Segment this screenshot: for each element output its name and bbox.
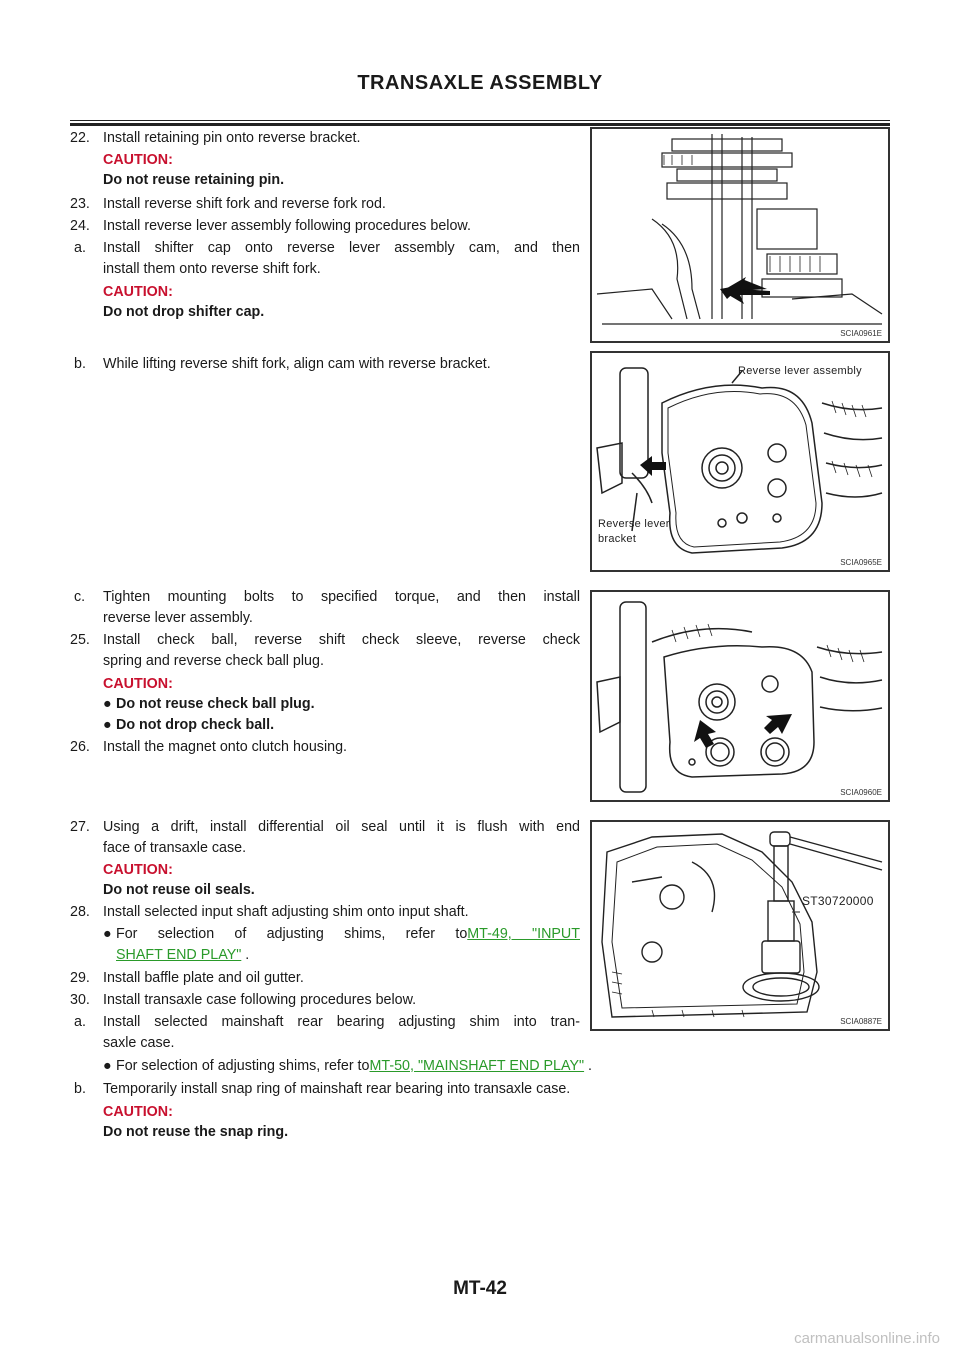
watermark: carmanualsonline.info (794, 1330, 940, 1347)
step-30 (70, 990, 417, 1011)
caution-label: CAUTION: (103, 1104, 173, 1120)
caution-bullet-2 (103, 715, 274, 736)
step-25 (70, 630, 90, 651)
arrow-icon (764, 714, 792, 734)
step-number: 27. (70, 819, 90, 835)
step-23 (70, 194, 386, 215)
figure-code: SCIA0965E (840, 558, 882, 567)
link-mt-49-cont[interactable]: SHAFT END PLAY" (116, 947, 242, 963)
step-24 (70, 216, 471, 237)
figure-code: SCIA0887E (840, 1017, 882, 1026)
bullet-icon: ● (103, 926, 112, 942)
figure-drift-tool (590, 820, 890, 1031)
step-28-bullet (103, 924, 580, 945)
step-text: Install selected input shaft adjusting shim onto input shaft. (103, 904, 469, 920)
step-24c-line2: reverse lever assembly. (103, 610, 253, 626)
caution-bullet-1 (103, 694, 315, 715)
step-26 (70, 737, 347, 758)
bullet-text: Do not reuse check ball plug. (116, 696, 315, 712)
step-28-bullet-cont (116, 945, 249, 966)
step-24a-line2: install them onto reverse shift fork. (103, 261, 321, 277)
step-30b (74, 1079, 86, 1100)
figure-code: SCIA0961E (840, 329, 882, 338)
step-27-line2: face of transaxle case. (103, 840, 247, 856)
step-30a-bullet (103, 1056, 592, 1077)
step-number: 23. (70, 196, 90, 212)
step-text: Install reverse lever assembly following procedures below. (103, 218, 471, 234)
step-30a (74, 1012, 86, 1033)
caution-text: Do not drop shifter cap. (103, 304, 265, 320)
figure-gear-stack (590, 127, 890, 343)
bullet-icon: ● (103, 1058, 112, 1074)
arrow-icon (694, 720, 716, 748)
step-28 (70, 902, 469, 923)
figure-reverse-lever (590, 351, 890, 572)
bullet-text: For selection of adjusting shims, refer to (116, 926, 468, 942)
step-30a-line2: saxle case. (103, 1035, 175, 1051)
reverse-lever-illustration (592, 353, 888, 570)
step-30a-line1: Install selected mainshaft rear bearing adjusting shim into tran- (103, 1014, 580, 1030)
step-24a-line1: Install shifter cap onto reverse lever assembly cam, and then (103, 240, 580, 256)
label-reverse-lever: Reverse lever (598, 518, 670, 530)
step-text: Install retaining pin onto reverse bracket. (103, 130, 361, 146)
step-text: Install reverse shift fork and reverse fork rod. (103, 196, 386, 212)
caution-label: CAUTION: (103, 862, 173, 878)
figure-check-ball (590, 590, 890, 802)
gear-stack-illustration (592, 129, 888, 341)
caution-text: Do not reuse the snap ring. (103, 1124, 289, 1140)
step-number: 30. (70, 992, 90, 1008)
step-24b-text: While lifting reverse shift fork, align cam with reverse bracket. (103, 356, 491, 372)
bullet-text: For selection of adjusting shims, refer to (116, 1058, 370, 1074)
drift-tool-illustration (592, 822, 888, 1029)
step-text: Install the magnet onto clutch housing. (103, 739, 347, 755)
step-number: 29. (70, 970, 90, 986)
caution-text: Do not reuse retaining pin. (103, 172, 285, 188)
bullet-text: Do not drop check ball. (116, 717, 275, 733)
link-suffix: . (241, 947, 250, 963)
step-22 (70, 128, 361, 149)
header-rule-thick (70, 123, 890, 126)
label-tool-number: ST30720000 (802, 894, 874, 908)
step-27-line1: Using a drift, install differential oil seal until it is flush with end (103, 819, 580, 835)
label-bracket: bracket (598, 533, 637, 545)
caution-text: Do not reuse oil seals. (103, 882, 255, 898)
link-mt-50[interactable]: MT-50, "MAINSHAFT END PLAY" (369, 1058, 585, 1074)
link-mt-49[interactable]: MT-49, "INPUT (467, 926, 580, 942)
step-number: 28. (70, 904, 90, 920)
step-letter: b. (74, 1081, 86, 1097)
step-number: 24. (70, 218, 90, 234)
step-27 (70, 817, 90, 838)
label-reverse-lever-assembly: Reverse lever assembly (738, 365, 862, 377)
bullet-icon: ● (103, 717, 112, 733)
caution-label: CAUTION: (103, 284, 173, 300)
step-24c-line1: Tighten mounting bolts to specified torque, and then install (103, 589, 580, 605)
check-ball-illustration (592, 592, 888, 800)
step-24c (74, 587, 85, 608)
step-letter: c. (74, 589, 86, 605)
step-letter: a. (74, 240, 86, 256)
page-title: TRANSAXLE ASSEMBLY (357, 72, 603, 94)
step-24a (74, 238, 86, 259)
step-25-line1: Install check ball, reverse shift check sleeve, reverse check (103, 632, 580, 648)
header-rule (70, 120, 890, 121)
bullet-icon: ● (103, 696, 112, 712)
step-29 (70, 968, 304, 989)
step-letter: b. (74, 356, 86, 372)
step-24b (74, 354, 86, 375)
step-number: 25. (70, 632, 90, 648)
page-number: MT-42 (453, 1278, 507, 1299)
step-letter: a. (74, 1014, 86, 1030)
caution-label: CAUTION: (103, 152, 173, 168)
figure-code: SCIA0960E (840, 788, 882, 797)
step-number: 22. (70, 130, 90, 146)
caution-label: CAUTION: (103, 676, 173, 692)
step-number: 26. (70, 739, 90, 755)
step-text: Install baffle plate and oil gutter. (103, 970, 304, 986)
step-30b-text: Temporarily install snap ring of mainshaft rear bearing into transaxle case. (103, 1081, 571, 1097)
step-text: Install transaxle case following procedures below. (103, 992, 417, 1008)
link-suffix: . (584, 1058, 593, 1074)
step-25-line2: spring and reverse check ball plug. (103, 653, 324, 669)
